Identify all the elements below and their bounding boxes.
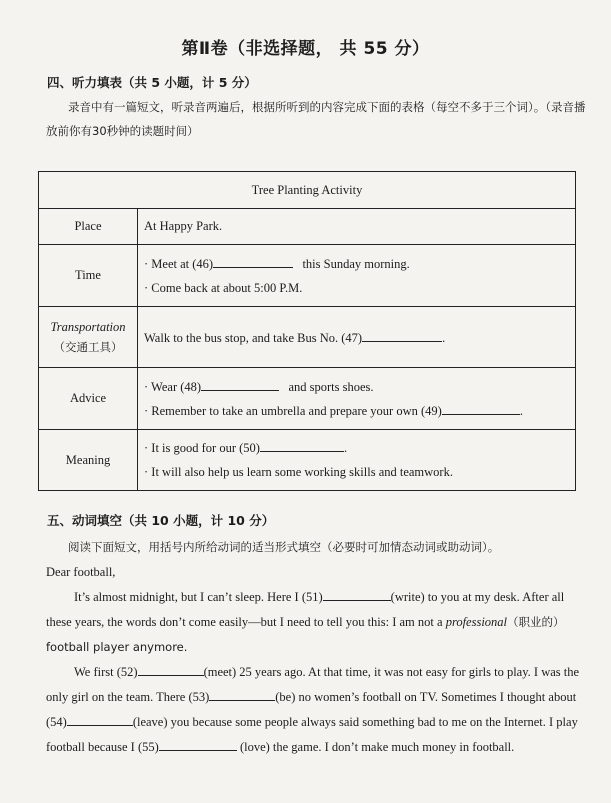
time-line-1 — [144, 252, 569, 276]
p1-text-c: （职业的） football player anymore. — [46, 615, 565, 654]
meaning-line-1-end: . — [343, 441, 348, 455]
letter-greeting: Dear football, — [46, 565, 116, 579]
blank-52[interactable] — [138, 662, 204, 676]
meaning-label: Meaning — [39, 430, 138, 491]
blank-55[interactable] — [159, 737, 237, 751]
section5-heading: 五、动词填空（共 10 小题，计 10 分） — [47, 513, 275, 528]
blank-50[interactable] — [260, 438, 344, 452]
p1-text-b: (write) to you at my desk. After all these years, the words don’t come easily—but I need to tell you this: I am not a — [46, 590, 565, 629]
advice-cell — [138, 368, 576, 430]
tree-planting-table — [38, 171, 576, 491]
advice-label: Advice — [39, 368, 138, 430]
time-line-2: · Come back at about 5:00 P.M. — [144, 280, 303, 295]
time-label: Time — [39, 245, 138, 307]
transport-cell — [138, 307, 576, 368]
p1-professional: professional — [445, 615, 508, 629]
table-title: Tree Planting Activity — [39, 172, 576, 209]
advice-line-2-text: · Remember to take an umbrella and prepare your own (49) — [144, 403, 442, 418]
transport-label-en: Transportation — [50, 319, 126, 334]
blank-46[interactable] — [213, 254, 293, 268]
section4-heading: 四、听力填表（共 5 小题，计 5 分） — [47, 75, 257, 90]
section5-instructions: 阅读下面短文，用括号内所给动词的适当形式填空（必要时可加情态动词或助动词）。 — [68, 540, 500, 554]
advice-line-1 — [144, 375, 569, 399]
blank-49[interactable] — [442, 401, 520, 415]
p2-text-a: We first (52) — [74, 665, 138, 679]
transport-label — [39, 307, 138, 368]
page-title: 第Ⅱ卷（非选择题， 共 55 分） — [181, 39, 430, 59]
advice-line-2-end: . — [519, 403, 523, 418]
transport-text: Walk to the bus stop, and take Bus No. (47) — [144, 331, 363, 345]
transport-end: . — [442, 331, 446, 345]
advice-line-2 — [144, 399, 569, 423]
blank-47[interactable] — [362, 328, 442, 342]
meaning-line-1 — [144, 436, 569, 460]
letter-paragraph-2 — [46, 660, 586, 760]
meaning-line-1-text: · It is good for our (50) — [144, 441, 260, 455]
time-cell — [138, 245, 576, 307]
blank-53[interactable] — [209, 687, 275, 701]
time-line-1-text: · Meet at (46) — [144, 256, 214, 271]
meaning-cell — [138, 430, 576, 491]
p2-text-b: (meet) 25 years ago. At that time, it was not easy for girls to play. I was the only girl on the team. There (53) — [46, 665, 580, 704]
p2-text-c: (be) no women’s football on TV. Sometimes I thought about (54) — [46, 690, 577, 729]
letter-paragraph-1 — [46, 585, 586, 660]
p2-text-d: (leave) you because some people always said something bad to me on the Internet. I play football because I (55) — [46, 715, 578, 754]
blank-51[interactable] — [323, 587, 391, 601]
place-label: Place — [39, 209, 138, 245]
place-value: At Happy Park. — [138, 209, 576, 245]
meaning-line-2: · It will also help us learn some working skills and teamwork. — [144, 465, 453, 479]
advice-line-1-text: · Wear (48) — [144, 379, 202, 394]
p2-text-e: (love) the game. I don’t make much money in football. — [236, 740, 515, 754]
blank-54[interactable] — [67, 712, 133, 726]
advice-line-1-suffix: and sports shoes. — [288, 379, 374, 394]
blank-48[interactable] — [201, 377, 279, 391]
section4-instructions: 录音中有一篇短文，听录音两遍后，根据所听到的内容完成下面的表格（每空不多于三个词）。（录音播放前你有30秒钟的读题时间） — [46, 100, 586, 138]
transport-label-cn: （交通工具） — [53, 339, 123, 354]
p1-text-a: It’s almost midnight, but I can’t sleep. Here I (51) — [74, 590, 323, 604]
time-line-1-suffix: this Sunday morning. — [302, 256, 410, 271]
